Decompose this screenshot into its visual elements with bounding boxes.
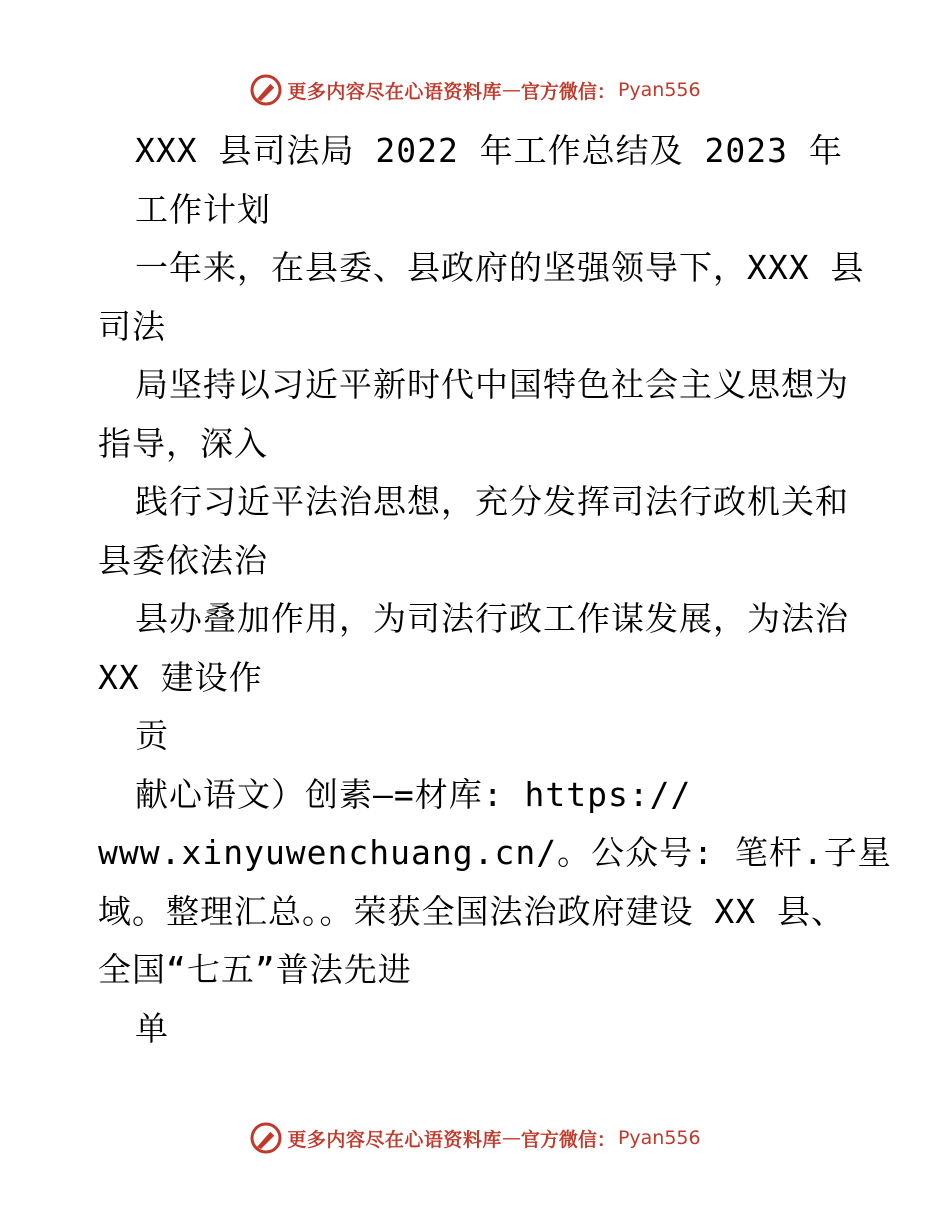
header-banner [0,70,950,110]
document-line: 工作计划 [135,189,271,229]
document-line: 单 [135,1008,169,1048]
banner-text: 更多内容尽在心语资料库 [287,80,502,103]
banner-separator: — [501,1127,521,1149]
document-body [98,122,892,1058]
pen-logo-icon [249,73,283,107]
banner-wechat-label: 官方微信： [520,80,616,103]
document-line: XXX 县司法局 2022 年工作总结及 2023 年 [135,131,843,170]
banner-wechat-id: Pyan556 [617,1127,701,1149]
document-line: 全国“七五”普法先进 [98,950,412,989]
document-line: 县委依法治 [98,540,268,580]
banner-text: 更多内容尽在心语资料库 [287,1128,502,1151]
banner-wechat-id: Pyan556 [617,79,701,101]
document-line: www.xinyuwenchuang.cn/。公众号: 笔杆.子星 [98,833,892,872]
document-line: 一年来，在县委、县政府的坚强领导下，XXX 县 [135,248,865,287]
banner-wechat-label: 官方微信： [520,1128,616,1151]
document-line: 指导，深入 [98,423,268,463]
document-line: 贡 [135,716,169,755]
footer-banner [0,1118,950,1158]
banner-separator: — [501,79,521,101]
document-line: 献心语文）创素—=材库: https:// [135,774,692,814]
document-line: 局坚持以习近平新时代中国特色社会主义思想为 [135,365,849,404]
document-line: XX 建设作 [98,657,263,697]
document-line: 司法 [98,306,166,346]
document-line: 践行习近平法治思想，充分发挥司法行政机关和 [135,482,849,521]
pen-logo-icon [249,1121,283,1155]
document-line: 县办叠加作用，为司法行政工作谋发展，为法治 [135,599,849,638]
document-line: 域。整理汇总。。荣获全国法治政府建设 XX 县、 [98,891,845,931]
